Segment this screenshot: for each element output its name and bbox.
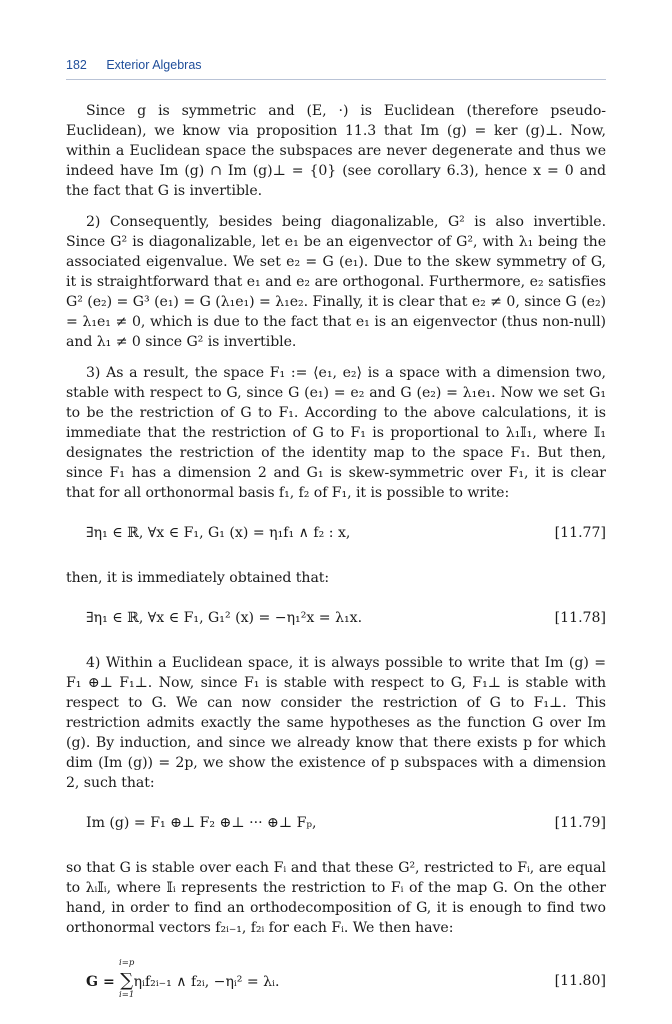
paragraph-stable: so that G is stable over each Fᵢ and that these G², restricted to Fᵢ, are equal to λᵢ𝕀ᵢ, where 𝕀ᵢ represents the restriction to Fᵢ of the map G. On the other hand, in order to find an orthodecomposition of G, it is enough to find two orthonormal vectors f₂ᵢ₋₁, f₂ᵢ for each Fᵢ. We then have: [66, 860, 606, 936]
equation-formula: ∃η₁ ∈ ℝ, ∀x ∈ F₁, G₁² (x) = −η₁²x = λ₁x. [86, 610, 363, 626]
equation-number: [11.80] [554, 973, 606, 989]
running-title: Exterior Algebras [106, 58, 202, 72]
paragraph-step-3: 3) As a result, the space F₁ := ⟨e₁, e₂⟩ is a space with a dimension two, stable with respect to G, since G (e₁) = e₂ and G (e₂) = λ₁e₁. Now we set G₁ to be the restriction of G to F₁. According to the above calculations, it is immediate that the restriction of G to F₁ is proportional to λ₁𝕀₁, where 𝕀₁ designates the restriction of the identity map to the space F₁. But then, since F₁ has a dimension 2 and G₁ is skew-symmetric over F₁, it is clear that for all orthonormal basis f₁, f₂ of F₁, it is possible to write: [66, 365, 606, 501]
page-body [66, 101, 606, 1004]
equation-number: [11.77] [554, 525, 606, 541]
equation-rhs: ηᵢf₂ᵢ₋₁ ∧ f₂ᵢ, −ηᵢ² = λᵢ. [133, 974, 280, 990]
paragraph-step-2: 2) Consequently, besides being diagonalizable, G² is also invertible. Since G² is diagonalizable, let e₁ be an eigenvector of G², with λ₁ being the associated eigenvalue. We set e₂ = G (e₁). Due to the skew symmetry of G, it is straightforward that e₁ and e₂ are orthogonal. Furthermore, e₂ satisfies G² (e₂) = G³ (e₁) = G (λ₁e₁) = λ₁e₂. Finally, it is clear that e₂ ≠ 0, since G (e₂) = λ₁e₁ ≠ 0, which is due to the fact that e₁ is an eigenvector (thus non-null) and λ₁ ≠ 0 since G² is invertible. [66, 214, 606, 350]
equation-number: [11.78] [554, 610, 606, 626]
equation-11-78 [66, 608, 606, 628]
equation-11-80 [66, 958, 606, 1004]
equation-formula: Im (g) = F₁ ⊕⊥ F₂ ⊕⊥ ··· ⊕⊥ Fₚ, [86, 815, 317, 831]
page-number: 182 [66, 58, 87, 72]
paragraph-step-4: 4) Within a Euclidean space, it is always possible to write that Im (g) = F₁ ⊕⊥ F₁⊥. Now, since F₁ is stable with respect to G, F₁⊥ is stable with respect to G. We can now consider the restriction of G to F₁⊥. This restriction admits exactly the same hypotheses as the function G over Im (g). By induction, and since we already know that there exists p for which dim (Im (g)) = 2p, we show the existence of p subspaces with a dimension 2, such that: [66, 655, 606, 791]
paragraph-euclidean: Since g is symmetric and (E, ·) is Euclidean (therefore pseudo-Euclidean), we know via proposition 11.3 that Im (g) = ker (g)⊥. Now, within a Euclidean space the subspaces are never degenerate and thus we indeed have Im (g) ∩ Im (g)⊥ = {0} (see corollary 6.3), hence x = 0 and the fact that G is invertible. [66, 103, 606, 199]
equation-formula: ∃η₁ ∈ ℝ, ∀x ∈ F₁, G₁ (x) = η₁f₁ ∧ f₂ : x, [86, 525, 351, 541]
equation-lhs: G = [86, 974, 120, 990]
header-rule [66, 79, 606, 80]
equation-11-79 [66, 813, 606, 833]
summation [119, 958, 135, 1000]
equation-formula [86, 958, 280, 1000]
sum-lower-limit: i=1 [119, 990, 135, 1000]
sum-upper-limit: i=p [119, 958, 135, 968]
equation-11-77 [66, 523, 606, 543]
summation-symbol: ∑ [120, 970, 134, 991]
paragraph-then: then, it is immediately obtained that: [66, 570, 330, 586]
running-header [66, 58, 202, 72]
equation-number: [11.79] [554, 815, 606, 831]
